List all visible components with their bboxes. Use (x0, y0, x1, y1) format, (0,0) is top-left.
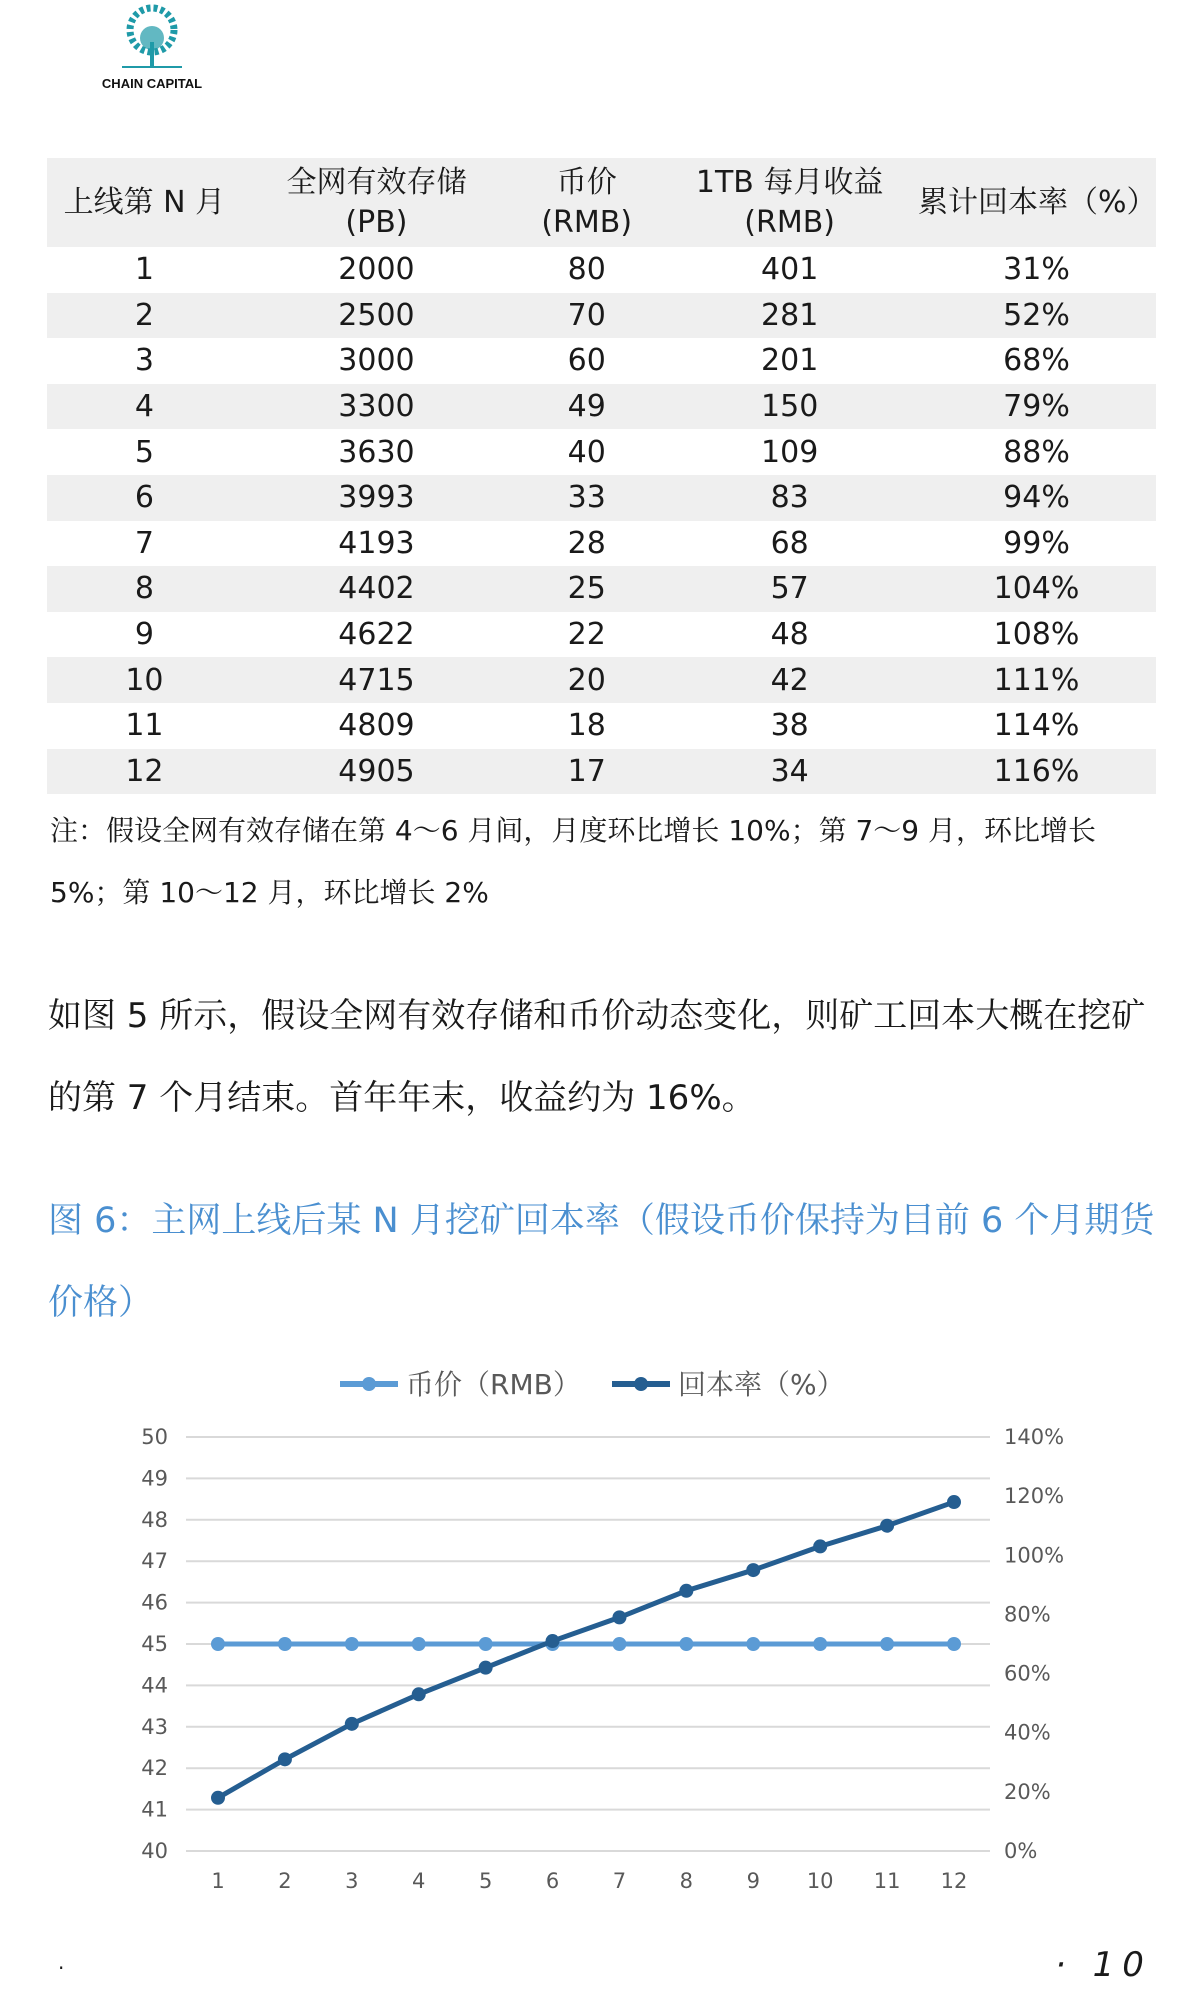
table-cell: 34 (662, 749, 917, 795)
table-note: 注：假设全网有效存储在第 4～6 月间，月度环比增长 10%；第 7～9 月，环比增长 5%；第 10～12 月，环比增长 2% (50, 814, 1096, 909)
left-axis-tick: 44 (141, 1673, 168, 1698)
tree-logo-icon (112, 0, 192, 70)
table-cell: 28 (567, 525, 606, 561)
data-point (947, 1637, 961, 1651)
column-header: 上线第 N 月 (47, 158, 242, 247)
table-cell: 88% (1003, 434, 1070, 470)
table-cell: 94% (917, 475, 1156, 521)
table-cell: 68 (770, 525, 809, 561)
left-axis-tick: 41 (141, 1797, 168, 1822)
table-row (47, 247, 1156, 293)
table-cell: 49 (511, 384, 662, 430)
left-axis-tick: 47 (141, 1549, 168, 1574)
series-line (218, 1502, 954, 1798)
legend-label: 回本率（%） (678, 1368, 845, 1401)
table-row (47, 475, 1156, 521)
data-point (746, 1637, 760, 1651)
x-axis-tick: 12 (940, 1869, 968, 1893)
table-cell: 3300 (242, 384, 511, 430)
table-cell: 7 (134, 525, 154, 561)
table-cell: 2500 (242, 293, 511, 339)
data-point (412, 1687, 426, 1701)
table-cell: 4193 (338, 525, 415, 561)
table-row (47, 566, 1156, 612)
table-cell: 12 (47, 749, 242, 795)
legend-label: 币价（RMB） (406, 1368, 581, 1401)
table-row (47, 429, 1156, 475)
body-paragraph: 如图 5 所示，假设全网有效存储和币价动态变化，则矿工回本大概在挖矿的第 7 个月结束。首年年末，收益约为 16%。 (48, 996, 1146, 1118)
x-axis-tick: 5 (478, 1869, 493, 1893)
table-row (47, 384, 1156, 430)
right-axis-tick: 20% (1004, 1779, 1051, 1804)
table-cell: 18 (567, 708, 606, 744)
table-cell: 83 (662, 475, 917, 521)
legend-marker (362, 1377, 376, 1391)
table-cell: 2 (47, 293, 242, 339)
table-cell: 3 (134, 343, 154, 379)
column-header: 全网有效存储 (PB) (242, 158, 511, 247)
table-cell: 401 (761, 252, 819, 288)
table-cell: 4809 (338, 708, 415, 744)
chain-capital-logo (92, 0, 212, 91)
table-cell: 31% (1003, 252, 1070, 288)
x-axis-tick: 1 (211, 1869, 225, 1893)
left-axis-tick: 40 (141, 1839, 168, 1863)
column-header: 币价 (RMB) (511, 158, 662, 247)
table-cell: 48 (770, 617, 809, 653)
logo-text: CHAIN CAPITAL (101, 76, 203, 91)
table-cell: 68% (1003, 343, 1070, 379)
left-axis-tick: 50 (141, 1425, 168, 1449)
data-point (479, 1661, 493, 1675)
table-cell: 114% (993, 708, 1080, 744)
table-cell: 80 (567, 252, 606, 288)
left-axis-tick: 49 (141, 1466, 168, 1491)
table-row (47, 293, 1156, 339)
x-axis-tick: 4 (412, 1869, 426, 1893)
data-point (947, 1495, 961, 1509)
column-header: 累计回本率（%） (917, 158, 1156, 247)
table-cell: 4 (47, 384, 242, 430)
data-point (813, 1637, 827, 1651)
table-row (47, 657, 1156, 703)
table-cell: 201 (761, 343, 819, 379)
data-point (880, 1637, 894, 1651)
table-cell: 3993 (242, 475, 511, 521)
table-cell: 38 (770, 708, 809, 744)
data-point (345, 1717, 359, 1731)
table-cell: 33 (511, 475, 662, 521)
data-point (612, 1637, 626, 1651)
table-header-row (47, 158, 1156, 247)
table-cell: 4622 (338, 617, 415, 653)
right-axis-tick: 100% (1004, 1543, 1065, 1568)
table-cell: 52% (917, 293, 1156, 339)
left-axis-tick: 45 (141, 1632, 168, 1656)
right-axis-tick: 0% (1004, 1839, 1038, 1863)
table-cell: 4715 (242, 657, 511, 703)
data-point (679, 1584, 693, 1598)
right-axis-tick: 120% (1004, 1484, 1065, 1509)
data-point (813, 1539, 827, 1553)
data-point (746, 1563, 760, 1577)
line-chart (0, 1340, 1203, 1940)
table-cell: 3000 (338, 343, 415, 379)
data-point (679, 1637, 693, 1651)
table-cell: 2000 (338, 252, 415, 288)
data-point (345, 1637, 359, 1651)
table-cell: 25 (511, 566, 662, 612)
data-point (278, 1752, 292, 1766)
table-cell: 4905 (242, 749, 511, 795)
x-axis-tick: 6 (545, 1869, 560, 1893)
table-cell: 3630 (338, 434, 415, 470)
mining-return-table (47, 158, 1156, 794)
table-cell: 17 (511, 749, 662, 795)
footer-mark: . (58, 1950, 65, 1974)
x-axis-tick: 11 (873, 1869, 901, 1893)
table-row (47, 749, 1156, 795)
figure-title: 图 6：主网上线后某 N 月挖矿回本率（假设币价保持为目前 6 个月期货价格） (48, 1201, 1155, 1323)
x-axis-tick: 9 (746, 1869, 760, 1893)
x-axis-tick: 3 (345, 1869, 359, 1893)
data-point (278, 1637, 292, 1651)
x-axis-tick: 8 (679, 1869, 694, 1893)
table-cell: 109 (761, 434, 819, 470)
table-cell: 10 (47, 657, 242, 703)
x-axis-tick: 2 (278, 1869, 292, 1893)
table-cell: 108% (993, 617, 1080, 653)
table-cell: 6 (47, 475, 242, 521)
column-header: 1TB 每月收益 (RMB) (662, 158, 917, 247)
x-axis-tick: 7 (612, 1869, 627, 1893)
right-axis-tick: 80% (1004, 1602, 1051, 1627)
table-cell: 22 (567, 617, 606, 653)
left-axis-tick: 43 (141, 1714, 168, 1739)
data-point (612, 1610, 626, 1624)
table-cell: 42 (662, 657, 917, 703)
table-cell: 8 (47, 566, 242, 612)
table-cell: 11 (125, 708, 164, 744)
table-cell: 60 (567, 343, 606, 379)
table-cell: 116% (917, 749, 1156, 795)
table-row (47, 521, 1156, 567)
table-cell: 1 (134, 252, 154, 288)
table-row (47, 703, 1156, 749)
legend-marker (634, 1377, 648, 1391)
table-row (47, 338, 1156, 384)
right-axis-tick: 140% (1004, 1425, 1065, 1449)
data-point (479, 1637, 493, 1651)
table-cell: 281 (662, 293, 917, 339)
table-cell: 9 (134, 617, 154, 653)
left-axis-tick: 48 (141, 1507, 168, 1532)
table-cell: 70 (511, 293, 662, 339)
table-cell: 4402 (242, 566, 511, 612)
data-point (546, 1634, 560, 1648)
table-row (47, 612, 1156, 658)
left-axis-tick: 46 (141, 1590, 168, 1615)
right-axis-tick: 60% (1004, 1661, 1051, 1686)
table-cell: 104% (917, 566, 1156, 612)
data-point (880, 1519, 894, 1533)
data-point (211, 1791, 225, 1805)
table-cell: 5 (134, 434, 154, 470)
data-point (211, 1637, 225, 1651)
page-number: · 10 (1055, 1945, 1152, 1985)
x-axis-tick: 10 (806, 1869, 834, 1893)
table-cell: 20 (511, 657, 662, 703)
left-axis-tick: 42 (141, 1756, 168, 1781)
table-cell: 40 (567, 434, 606, 470)
table-cell: 111% (917, 657, 1156, 703)
table-cell: 79% (917, 384, 1156, 430)
table-cell: 57 (662, 566, 917, 612)
data-point (412, 1637, 426, 1651)
right-axis-tick: 40% (1004, 1720, 1051, 1745)
table-cell: 99% (1003, 525, 1070, 561)
table-cell: 150 (662, 384, 917, 430)
